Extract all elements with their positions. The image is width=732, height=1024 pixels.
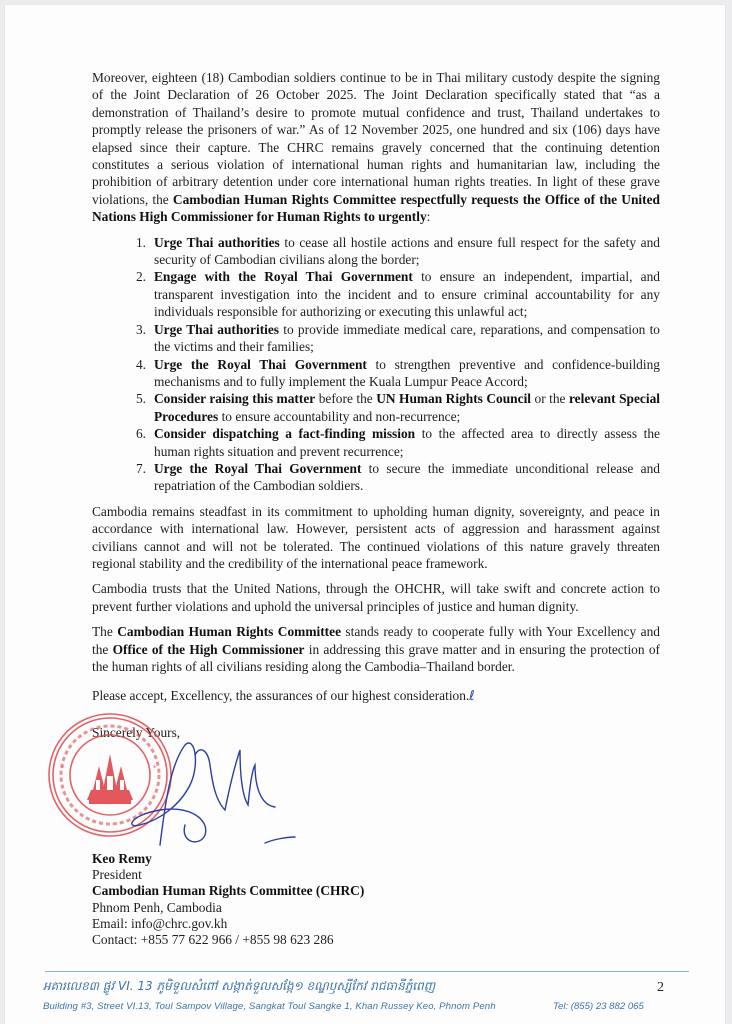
signatory-title: President — [92, 867, 142, 883]
request-item: 6. Consider dispatching a fact-finding mission to the affected area to directly assess the human rights situation and prevent recurrence; — [135, 426, 660, 459]
request-item: 5. Consider raising this matter before the UN Human Rights Council or the relevant Special Procedures to ensure accountability and non-recurrence; — [135, 391, 660, 424]
letter-body — [92, 69, 660, 749]
request-item: 2. Engage with the Royal Thai Government to ensure an independent, impartial, and transparent investigation into the incident and to ensure criminal accountability for any individuals responsible for authorizing or executing this unlawful act; — [135, 269, 660, 320]
paragraph-cooperation: The Cambodian Human Rights Committee stands ready to cooperate fully with Your Excellency and the Office of the High Commissioner in addressing this grave matter and in ensuring the protection of the human rights of all civilians residing along the Cambodia–Thailand border. — [92, 624, 660, 674]
page-number: 2 — [657, 980, 664, 995]
signatory-name: Keo Remy — [92, 851, 152, 866]
sign-off: Sincerely Yours, — [92, 724, 181, 740]
svg-text:*: * — [61, 764, 65, 772]
request-item: 1. Urge Thai authorities to cease all hostile actions and ensure full respect for the safety and security of Cambodian civilians along the border; — [135, 234, 660, 268]
request-item: 3. Urge Thai authorities to provide immediate medical care, reparations, and compensation to the victims and their families; — [135, 321, 660, 355]
footer-khmer-address: អគារលេខ៣ ផ្លូវ VI. 13 ភូមិទួលសំពៅ សង្កាត់ទួលសង្កែ១ ខណ្ឌឫស្សីកែវ រាជធានីភ្នំពេញ — [43, 979, 436, 993]
signatory-organization: Cambodian Human Rights Committee (CHRC) — [92, 883, 365, 899]
paragraph-trust: Cambodia trusts that the United Nations, through the OHCHR, will take swift and concrete action to prevent further violations and uphold the universal principles of justice and human dignity. — [92, 581, 660, 614]
signature-icon — [100, 725, 300, 855]
signatory-location: Phnom Penh, Cambodia — [92, 899, 222, 915]
requests-list — [92, 234, 660, 495]
closing-line: Please accept, Excellency, the assurances of our highest consideration.ℓ — [92, 688, 475, 705]
footer-address: Building #3, Street VI.13, Toul Sampov Village, Sangkat Toul Sangke 1, Khan Russey Keo, Phnom Penh — [43, 1001, 496, 1012]
request-heading: Cambodian Human Rights Committee respectfully requests the Office of the United Nations High Commissioner for Human Rights to urgently — [92, 191, 660, 225]
request-item: 4. Urge the Royal Thai Government to strengthen preventive and confidence-building mechanisms and to fully implement the Kuala Lumpur Peace Accord; — [135, 356, 660, 389]
paragraph-commitment: Cambodia remains steadfast in its commitment to upholding human dignity, sovereignty, and peace in accordance with international law. However, persistent acts of aggression and harassment against civilians cannot and will not be tolerated. The continued violations of this nature gravely threaten regional stability and the credibility of the international peace framework. — [92, 503, 660, 571]
request-item: 7. Urge the Royal Thai Government to secure the immediate unconditional release and repatriation of the Cambodian soldiers. — [135, 460, 660, 494]
signatory-block — [92, 851, 364, 948]
svg-text:*: * — [153, 764, 157, 772]
footer-telephone: Tel: (855) 23 882 065 — [553, 1001, 644, 1012]
signatory-contact: Contact: +855 77 622 966 / +855 98 623 286 — [92, 932, 334, 948]
pen-mark-icon: ℓ — [469, 689, 475, 705]
letter-page — [5, 5, 725, 1024]
signatory-email: Email: info@chrc.gov.kh — [92, 915, 228, 931]
paragraph-detention: Moreover, eighteen (18) Cambodian soldiers continue to be in Thai military custody despite the signing of the Joint Declaration of 26 October 2025. The Joint Declaration specifically stated that “as a demonstration of Thailand’s desire to promote mutual confidence and trust, Thailand undertakes to promptly release the prisoners of war.” As of 12 November 2025, one hundred and six (106) days have elapsed since their capture. The CHRC remains gravely concerned that the continuing detention constitutes a serious violation of international human rights and humanitarian law, including the prohibition of arbitrary detention under core international human rights treaties. In light of these grave violations, the Cambodian Human Rights Committee respectfully requests the Office of the United Nations High Commissioner for Human Rights to urgently: — [92, 70, 660, 225]
footer-divider — [45, 971, 689, 972]
